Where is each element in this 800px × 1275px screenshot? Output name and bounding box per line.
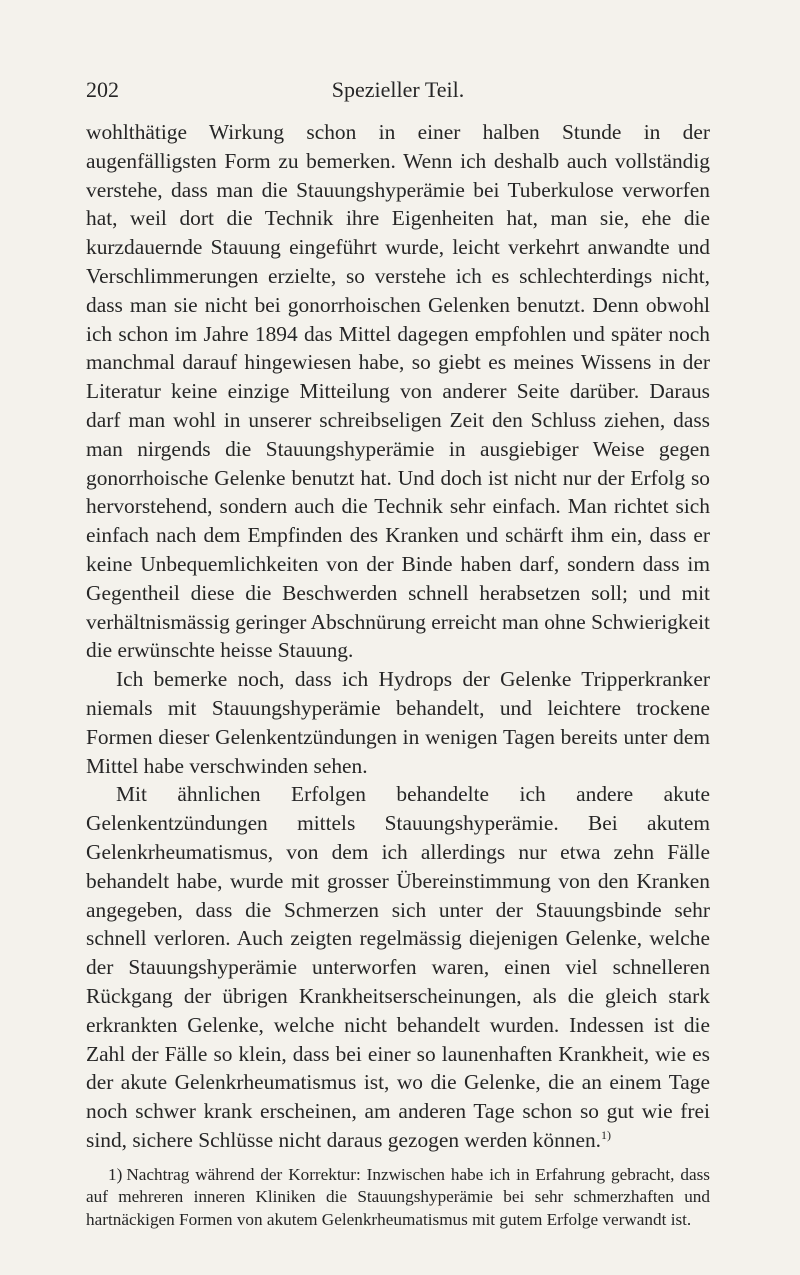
paragraph-1: wohlthätige Wirkung schon in einer halben Stunde in der augenfälligsten Form zu bemerken. Wenn ich deshalb auch vollständig verstehe, dass man die Stauungshyperämie bei Tuberkulose verworfen hat, weil dort die Technik ihre Eigenheiten hat, man sie, ehe die kurzdauernde Stauung eingeführt wurde, leicht verkehrt anwandte und Verschlimmerungen erzielte, so verstehe ich es schlechterdings nicht, dass man sie nicht bei gonorrhoischen Gelenken benutzt. Denn obwohl ich schon im Jahre 1894 das Mittel dagegen empfohlen und später noch manchmal darauf hingewiesen habe, so giebt es meines Wissens in der Literatur keine einzige Mitteilung von anderer Seite darüber. Daraus darf man wohl in unserer schreibseligen Zeit den Schluss ziehen, dass man nirgends die Stauungshyperämie in ausgiebiger Weise gegen gonorrhoische Gelenke benutzt hat. Und doch ist nicht nur der Erfolg so hervorstehend, sondern auch die Technik sehr einfach. Man richtet sich einfach nach dem Empfinden des Kranken und schärft ihm ein, dass er keine Unbequemlichkeiten von der Binde haben darf, sondern dass im Gegentheil diese die Beschwerden schnell herabsetzen soll; und mit verhältnismässig geringer Abschnürung erreicht man ohne Schwierigkeit die erwünschte heisse Stauung. — [86, 120, 710, 663]
paragraph-3-text: Mit ähnlichen Erfolgen behandelte ich andere akute Gelenkentzündungen mittels Stauungshyperämie. Bei akutem Gelenkrheumatismus, von dem ich allerdings nur etwa zehn Fälle behandelt habe, wurde mit grosser Übereinstimmung von den Kranken angegeben, dass die Schmerzen sich unter der Stauungsbinde sehr schnell verloren. Auch zeigten regelmässig diejenigen Gelenke, welche der Stauungshyperämie unterworfen waren, einen viel schnelleren Rückgang der übrigen Krankheitserscheinungen, als die gleich stark erkrankten Gelenke, welche nicht behandelt wurden. Indessen ist die Zahl der Fälle so klein, dass bei einer so launenhaften Krankheit, wie es der akute Gelenkrheumatismus ist, wo die Gelenke, die an einem Tage noch schwer krank erscheinen, am anderen Tage schon so gut wie frei sind, sichere Schlüsse nicht daraus gezogen werden können. — [86, 782, 710, 1152]
body-text — [86, 118, 710, 1155]
book-page — [86, 70, 710, 1231]
footnote-mark: 1) — [108, 1164, 123, 1184]
footnote — [86, 1164, 710, 1232]
footnote-divider — [86, 1161, 206, 1162]
footnote-reference: 1) — [601, 1127, 612, 1142]
running-head: Spezieller Teil. — [331, 77, 465, 102]
footnote-text: Nachtrag während der Korrektur: Inzwischen habe ich in Erfahrung gebracht, dass auf mehreren inneren Kliniken die Stauungshyperämie bei sehr schmerzhaften und hartnäckigen Formen von akutem Gelenkrheumatismus mit gutem Erfolge verwandt ist. — [86, 1164, 710, 1229]
page-header — [86, 70, 710, 110]
paragraph-3 — [86, 780, 710, 1154]
paragraph-2: Ich bemerke noch, dass ich Hydrops der Gelenke Tripperkranker niemals mit Stauungshyperämie behandelt, und leichtere trockene Formen dieser Gelenkentzündungen in wenigen Tagen bereits unter dem Mittel habe verschwinden sehen. — [86, 667, 710, 778]
page-number: 202 — [86, 77, 119, 102]
